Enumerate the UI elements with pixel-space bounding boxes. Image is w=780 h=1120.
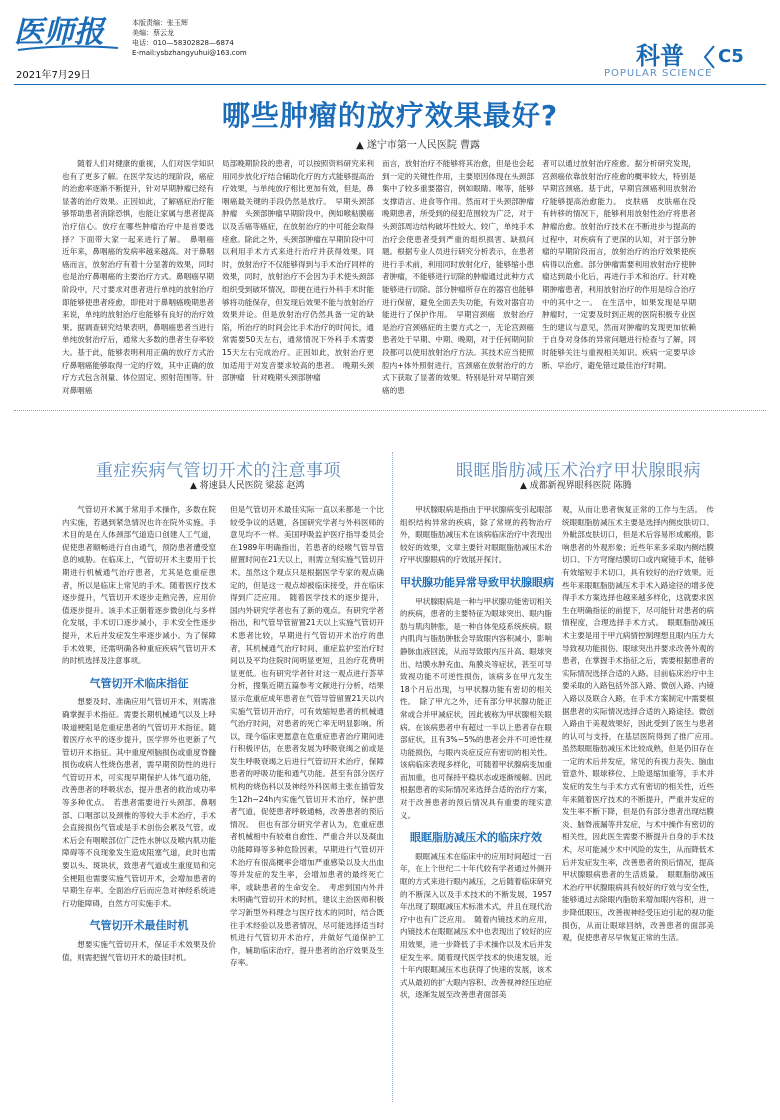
editor-line: 电话：010—58302828—6874 (132, 39, 234, 47)
article2-subheading: 气管切开术最佳时机 (89, 919, 189, 933)
editor-info (132, 18, 247, 58)
article1-column (382, 158, 534, 404)
article3-column (562, 504, 722, 1100)
article1-title: 哪些肿瘤的放疗效果最好? (221, 99, 559, 132)
editor-line: 美编：蔡云龙 (132, 29, 174, 37)
article2-section2-text: 想要实施气管切开术，保证手术效果及价值，则需把握气管切开术的最佳时机。 (62, 940, 216, 962)
article1-col4-text: 者可以通过放射治疗痊愈。据分析研究发现，宫颈癌依靠放射治疗痊愈的概率较大，特别是早期宫颈癌。基于此，早期宫颈癌利用放射治疗能够提高治愈能力。 皮肤癌 皮肤癌在没有转移的情况下，能够利用放射性治疗将患者肿瘤治愈。放射治疗技术在不断进步与提高的过程中，对疾病有了更深的认知，对于部分肿瘤的早期阶段而言，放射治疗的治疗效果使疾病得以治愈。部分肿瘤需要利用放射治疗使肿瘤达到最小化后，再进行手术和治疗。针对晚期肿瘤患者，利用放射治疗的作用是综合治疗中的其中之一。 在生活中，如果发现是早期肿瘤时，一定要及时到正规的医院积极专业医生的建议与意见，然而对肿瘤的发现更加依赖于自身对身体的异常问题进行检查与了解，同时能够关注与重视相关知识。疾病一定要早诊断、早治疗，避免错过最佳治疗时期。 (542, 159, 696, 370)
issue-date: 2021年7月29日 (16, 70, 91, 81)
masthead (0, 0, 780, 84)
article3-section2-text: 眼眶减压术在临床中的应用时间超过一百年，在上个世纪二十年代较有学者通过外侧开眶的方式来进行眼内减压，之后随着临床研究的不断深入以及手术技术的不断发展，1957年出现了眼眶减压术标准术式，并且在现代治疗中也有广泛应用。 随着内镜技术的应用，内镜技术在眼眶减压术中也表现出了较好的应用效果，进一步降低了手术操作以及术后并发症发生率。随着现代医学技术的快速发展，近十年内眼眶减压术也获得了快速的发展，该术式从最初的扩大眼内容积、改善视神经压迫症状，逐渐发展至改善患者面部美 (400, 851, 552, 1000)
article1-column (62, 158, 222, 404)
article1-byline: ▲ 遂宁市第一人民医院 曹露 (356, 140, 481, 151)
article1-column (222, 158, 374, 404)
article2-section1-text: 想要及时、准确应用气管切开术，则需准确掌握手术指征。需要长期机械通气以及上呼吸道梗阻是危重症患者的气管切开术指征。随着医疗水平的逐步提升，医学界外也更新了气管切开术指征。其中重度颅脑损伤或重度脊髓损伤或病人性烧伤患者，需早期预防性的进行气管切开术，可实现早期保护人体气道功能，改善患者的呼吸状态，提升患者的救治成功率等多种优点。 若患者需要进行头颈部、鼻咽部、口咽部以及颈椎的等较大手术治疗，手术会直接损伤气管或是手术创伤会累及气管，或术后会有咽喉部位广泛性水肿以及喉内肌功能障碍等不良现象发生造成阻塞气道，此时也需要以头、斑块状，致患者气道或生重度局和完全梗阻也需要实施气管切开术，会增加患者的早期生存率。全面治疗后而应急对神经系统进行功能障碍，自然方可实施手术。 (62, 697, 216, 908)
article3-column (400, 504, 552, 1100)
article3-section1-text: 甲状腺眼病是一种与甲状腺功能密切相关的疾病，患者的主要特征为眼球突出、眼内脂肪与肌肉肿胀，是一种自体免疫系统疾病。眼内肌肉与脂肪肿胀会导致眼内容积减小，影响静脉血液回流，从而导致眼内压升高、眼球突出、结膜水肿充血、角膜炎等症状，甚至可导致视功能不可逆性损伤，该病多在甲亢发生18个月后出现，与甲状腺功能有密切的相关性。 除了甲亢之外，还有部分甲状腺功能正常或合并甲减症状，因此被称为甲状腺相关眼病。在该病患者中有超过一半以上患者存在眼部症状，且有3%~5%的患者会并不可逆性视功能损伤，与眼内炎症反应有密切的相关性。该病临床表现多样化，可随着甲状腺病变加重而加重，也可保持平稳状态或逐渐缓解。因此根据患者的实际情况来选择合适的治疗方案，对于改善患者的预后情况具有重要的现实意义。 (400, 596, 552, 820)
masthead-rule (14, 84, 766, 85)
article3-byline: ▲ 成都新视界眼科医院 陈腾 (520, 481, 632, 491)
section-title: 科普 (636, 42, 684, 70)
article3-col2-text: 观，从而让患者恢复正常的工作与生活。 传统眼眶脂肪减压术主要是选择内侧皮肤切口、外眦部皮肤切口，但是术后容易形成瘢痕，影响患者的外观形象；近些年来多采取内侧结膜切口、下方穹窿结膜切口或内窥镜手术，能够有效缩短手术切口，具有较好的治疗效果。近些年来眼眶脂肪减压术手术入路途径的增多使得手术方案选择也越来越多样化，这就要求医生在明确指征的前提下，尽可能针对患者的病情程度，合理选择手术方式。 眼眶脂肪减压术主要是用于甲亢病情控制理想且眼内压力大导致视功能损伤、眼球突出并要求改善外观的患者，在掌握手术指征之后，需要根据患者的实际情况选择合适的入路。目前临床治疗中主要采取的入路包括外部入路、微创入路、内镜入路以及联合入路，在手术方案制定中需要根据患者的实际情况选择合适的入路途径。微创入路由于美观效果好，因此受到了医生与患者的认可与支持，在基层医院得到了推广应用。 虽然眼眶脂肪减压术比较成熟，但是仍旧存在一定的术后并发症，常见的有视力丧失、脑血管意外、眼球移位、上睑退缩加重等，手术并发症的发生与手术方式有密切的相关性，近些年来随着医疗技术的不断提升，严重并发症的发生率不断下降，但是仍有部分患者出现结膜炎、脑脊液漏等并发症，与术中操作有密切的相关性，因此医生需要不断提升自身的手术技术，尽可能减少术中风险的发生，从而降低术后并发症发生率，改善患者的预后情况，提高甲状腺眼病患者的生活质量。 眼眶脂肪减压术治疗甲状腺眼病具有较好的疗效与安全性，能够通过去除眼内脂肪来增加眼内容积，进一步降低眼压，改善视神经受压迫引起的视功能损伤，从而让眼球回纳，改善患者的面部美观，促使患者尽早恢复正常的生活。 (562, 505, 722, 943)
logo-text: 医师报 (14, 15, 104, 50)
article2-column (230, 504, 384, 1100)
article2-intro-text: 气管切开术属于常用手术操作，多数在院内实施，若遇到紧急情况也许在院外实施。手术目的是在人体颈部气道造口创建人工气道，促使患者顺畅进行自由通气，预防患者遭受窒息的威胁。在临床上，气管切开术主要用于长期进行机械通气治疗患者，尤其是危重症患者，所以是临床上常见的手术。随着医疗技术逐步提升，气管切开术逐步走熟完善，应用价值逐步提升。该手术正朝着逐步微创化与多样化发展，手术切口逐步减小，手术安全性逐步提升，术后并发症发生率逐步减小。为了保障手术效果，还需明确各种重症疾病气管切开术的时机选择及注意事项。 (62, 505, 216, 666)
chevron-left-icon (702, 44, 716, 70)
page-number: C5 (718, 46, 744, 67)
article2-subheading: 气管切开术临床指征 (89, 676, 189, 690)
article2-column (62, 504, 216, 1100)
article2-byline: ▲ 将速县人民医院 梁蕊 赵鸿 (190, 481, 305, 491)
article1-col2-text: 局部晚期阶段的患者，可以按照资料研究来利用同步放化疗结合辅助化疗的方式能够提高治疗效果，与单纯放疗相比更加有效，但是，鼻咽癌最关键的手段仍然是放疗。 早期头颈部肿瘤 头颈部肿瘤早期阶段中，例如喉粘膜癌以及舌癌等癌症，在放射治疗的中可能会取得痊愈。除此之外，头颈部肿瘤在早期阶段中可以利用手术方式来进行治疗并获得效果。同时，放射治疗不仅能够得到与手术治疗同样的效果，同时，放射治疗不会因为手术使头颈部组织受到破坏情况，即便在进行外科手术时能够将功能保存，但发现后效果不能与放射治疗效果并论。但是放射治疗仍然具备一定的缺陷，所治疗的时间会比手术治疗的时间长，通常需要50天左右，通常情况下外科手术需要15天左右完成治疗。正因如此，放射治疗更加适用于对发音要求较高的患者。 晚期头颈部肿瘤 针对晚期头颈部肿瘤 (222, 159, 374, 383)
editor-line: 本版责编：张玉辉 (132, 19, 188, 27)
article1-col1-text: 随着人们对健康的重视，人们对医学知识也有了更多了解。在医学发达的现阶段，癌症的治愈率逐渐不断提升，针对早期肿瘤已经有显著的治疗效果。正因如此，了解癌症治疗能够帮助患者消除恐惧，也能让家属与患者提高治疗信心。放疗在哪些肿瘤治疗中是首要选择？下面带大家一起来进行了解。 鼻咽癌 近年来，鼻咽癌的发病率越来越高。对于鼻咽癌而言，放射治疗有着十分显著的效果，同时也是治疗鼻咽癌的主要治疗方式。鼻咽癌早期阶段中，尺寸要求对患者进行单纯的放射治疗即能够使患者痊愈，即使对于鼻咽癌晚期患者来说，单纯的放射治疗也能够有良好的治疗效果。据调查研究结果表明，鼻咽癌患者当进行单纯放射治疗后，通常大多数的患者生存率较大。基于此，能够表明利用正确的放疗方式治疗鼻咽癌能够取得一定的疗效，其中正确的放疗方式包含剂量、体位固定、照射范围等。针对鼻咽癌 (62, 159, 222, 395)
article3-subheading: 甲状腺功能异常导致甲状腺眼病 (400, 575, 554, 589)
article1-col3-text: 而言，放射治疗不能够将其治愈，但是也会起到一定的关键性作用，主要原因体现在头颈部集中了较多重要器官，例如眼睛、喉等，能够支撑语言、进食等作用。然而对于头颈部肿瘤晚期患者，所受到的侵犯范围较为广泛，对于头颈部周边结构破坏性较大、较广，单纯手术治疗会使患者受到严重的组织损害、缺损问题。根据专业人员进行研究分析表示，在患者进行手术前，利用同时放射化疗，能够缩小患者肿瘤，不能够进行切除的肿瘤通过此种方式能够进行切除。部分肿瘤所存在的器官也能够进行保留，避免全面丢失功能，有效对器官功能进行了保护作用。 早期宫颈癌 放射治疗是治疗宫颈癌症的主要方式之一，无论宫颈癌患者处于早期、中期、晚期，对于任何期间阶段都可以使用放射治疗方法。其技术应当使照腔内+体外照射进行，宫颈癌在放射治疗的方式下获取了显著的效果。特别是针对早期宫颈癌的患 (382, 159, 534, 395)
section-divider (14, 410, 766, 411)
section-title-english: POPULAR SCIENCE (604, 68, 713, 79)
editor-line: E-mail:ysbzhangyuhui@163.com (132, 49, 247, 57)
article2-col2-text: 但是气管切开术最佳实际一直以来都是一个比较受争议的话题，各国研究学者与外科医师的意见均不一样。美国呼吸监护医疗指导委员会在1989年明确指出，若患者的经喉气管导管留置时间在21天以上，则需立刻实施气管切开术。虽然这个观点只是根据医学专家的观点确定的，但是这一观点却被临床接受，并在临床得到广泛应用。 随着医学技术的逐步提升，国内外研究学者也有了新的观点。有研究学者指出，和气管导管留置21天以上实施气管切开术患者比较，早期进行气管切开术治疗的患者，其机械通气治疗时间、重症监护室治疗时间以及平均住院时间明显更短，且治疗花费明显更低。也有研究学者针对这一观点进行荟萃分析，搜集近期五篇参考文献进行分析，结果显示危重症成年患者在气管导管留置21天以内实施气管切开治疗，可有效缩短患者的机械通气治疗时间，对患者的死亡率无明显影响。所以，现今临床更愿意在危重症患者治疗期间进行积极评估，在患者发展为呼吸衰竭之前或是发生呼吸衰竭之后进行气管切开术治疗，保障患者的呼吸功能和通气功能。甚至有部分医疗机构的烧伤科以及神经外科医师主张在插管发生12h~24h内实施气管切开术治疗，保护患者气道，促使患者呼吸通畅，改善患者的预后情况。 但也有部分研究学者认为，危重症患者机械相中有较难自愈性、严重合并以及凝血功能障碍等多种危险因素，早期进行气管切开术治疗有很高概率会增加严重感染以及大出血等并发症的发生率，会增加患者的最终死亡率，或缺患者的生命安全。 考虑到国内外并未明确气管切开术的时机，建议主治医师积极学习新型外科理念与医疗技术的同时，结合既往手术经验以及患者情况，尽可能选择适当时机进行气管切开术治疗，并做好气道保护工作，辅助临床治疗，提升患者的治疗效果及生存率。 (230, 505, 384, 968)
article3-title: 眼眶脂肪减压术治疗甲状腺眼病 (456, 461, 701, 481)
article2-title: 重症疾病气管切开术的注意事项 (96, 461, 341, 481)
article3-subheading: 眼眶脂肪减压术的临床疗效 (410, 831, 542, 845)
article1-column (542, 158, 696, 404)
column-separator (392, 452, 393, 1102)
newspaper-logo (14, 8, 122, 56)
article3-intro-text: 甲状腺眼病是指由于甲状腺病变引起眼部组织结构异常的疾病，除了常规的药物治疗外，眼眶脂肪减压术在该病临床治疗中表现出较好的效果，文章主要针对眼眶脂肪减压术治疗甲状腺眼病的疗效展开探讨。 (400, 505, 552, 565)
